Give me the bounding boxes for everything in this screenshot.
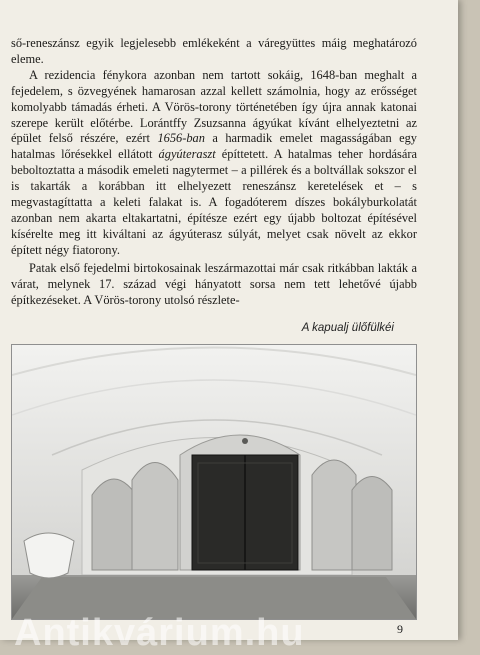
- archway-illustration: [12, 345, 416, 619]
- paragraph: [11, 261, 417, 309]
- paragraph: [11, 68, 417, 259]
- watermark: Antikvárium.hu: [14, 612, 305, 654]
- body-text: [11, 36, 417, 308]
- paragraph: [11, 36, 417, 68]
- page-number: 9: [397, 622, 403, 636]
- text-run: Patak első fejedelmi birtokosainak leszármazottai már csak ritkábban lakták a várat, melynek 17. század végi hányatott sorsa nem tett lehetővé újabb építkezéseket. A Vörös-torony utolsó részlete-: [11, 260, 417, 307]
- italic-text: ágyúteraszt: [158, 147, 216, 162]
- archway-photo: [11, 344, 417, 620]
- text-run: a harmadik emelet magasságában egy hatalmas lőrésekkel ellátott: [11, 131, 417, 162]
- figure-caption: A kapualj ülőfülkéi: [301, 322, 394, 334]
- text-run: A rezidencia fénykora azonban nem tartott sokáig, 1648-ban meghalt a fejedelem, s özvegyének hamarosan azzal kellett számolnia, hogy az erősséget komolyabb támadás érheti. A Vörös-torony történetében így újra annak katonai szerepe került előtérbe. Lorántffy Zsuzsanna ágyúkat kívánt elhelyeztetni az épület felső részére, ezért: [11, 67, 417, 146]
- italic-text: 1656-ban: [157, 131, 205, 146]
- text-run: ső-reneszánsz egyik legjelesebb emlékeként a váregyüttes máig meghatározó eleme.: [11, 36, 417, 66]
- text-run: építtetett. A hatalmas teher hordására beboltoztatta a második emeleti nagytermet – a pillérek és a boltvállak sokszor el is takarták a korábban itt elhelyezett reneszánsz keretelések et – s megvastagíttatta a keleti falakat is. A fogadóterem díszes bokályburkolatát azonban nem akarta eltakartatni, építésze ezért egy újabb boltozat építésével kísérelte meg itt kiváltani az ágyúterasz súlyát, melyet csak növelt az ekkor épített négy fiatorony.: [11, 147, 417, 257]
